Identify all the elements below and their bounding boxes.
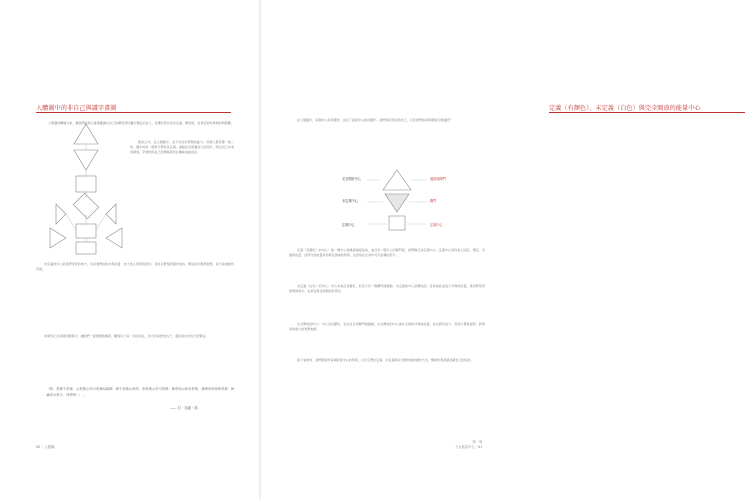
quote: 「我，是我不是我，全是我之所以是我的真諦；我不是我而是你，你是我之所以是我；我是你而你也是我，我即是你你即是我，無論是合是分，皆是同一。」 (46, 387, 234, 397)
diagram-label-gate: 閘門 (430, 199, 437, 203)
paragraph-defined: 定義（有顏色）的中心：當一個中心被通道連接起來，並且有一個以上的閘門時，我們稱它為定義中心。定義中心是你身上固定、穩定、可靠的能量，這部分的能量是你與生俱來的特質，也是你在生命中可以信賴的部分。 (289, 248, 485, 258)
folio-left: 80 ｜人類圖 (36, 445, 55, 449)
left-page (0, 0, 260, 500)
paragraph-open: 完全開放的中心：中心沒有顏色，也沒有任何閘門被啟動。完全開放的中心會完全接收外界的能量，並且將其放大。若能以覺察面對，將會是你最大的智慧來源。 (289, 322, 485, 332)
intro-paragraph: 在人類圖中，每個中心如何運作，決定了能量中心如何運作。我們如何感受到自己，以及我們如何與環境互相連結？ (297, 118, 453, 122)
paragraph-4: 如果你正在這樣的過程中，讓我們一起慢慢地練習，觀察自己每一次的決定，是出於真實的自己，還是來自非自己的聲音。 (44, 334, 209, 338)
diagram-label-defined-center: 定義中心 (430, 223, 443, 227)
folio-right-text: 第一章 九大能量中心｜81 (455, 440, 483, 449)
section-heading: 人體圖中的非自己與識字畫圖 (36, 105, 117, 112)
paragraph-2: 除此之外，在人類圖中，並不存在好與壞的區分。每個人都是獨一無二的，圖中的每一個部分都有其意義。重點在於認識自己的設計，明白自己本來的樣貌，學會依照自己的策略與內在權威來做決定。 (130, 140, 234, 155)
paragraph-undefined: 未定義（白色）的中心：中心本身沒有顏色，但至少有一個閘門被啟動。未定義的中心是開放的，容易接收並放大外界的能量，是我們學習智慧的地方，也是容易受到制約的部位。 (289, 284, 485, 294)
quote-author: —— 拉・烏盧・胡 (170, 406, 198, 410)
folio-right (455, 440, 482, 449)
section-heading: 定義（有顏色）、未定義（白色）與完全開放的能量中心 (549, 105, 701, 112)
bodygraph-chart (46, 120, 126, 256)
diagram-label-undefined: 未定義中心 (342, 199, 358, 203)
paragraph-3: 未定義的中心是我們學習的地方，也是我們接收外界能量、放大他人特質的部位。若能以覺察的眼光看待，便能從中獲得智慧，而不是被制約所困。 (36, 262, 234, 272)
diagram-label-defined: 定義中心 (342, 223, 355, 227)
diagram-label-open: 完全開放中心 (342, 177, 362, 181)
heading-rule (36, 112, 231, 113)
paragraph-next: 接下來幾頁，我們將探討每個能量中心的特質，以及它們在定義、未定義與完全開放時的運作方式，幫助你更清楚認識自己的設計。 (297, 358, 474, 362)
right-page (260, 0, 701, 500)
paragraph-1: 人類圖的精確分析，讓我們能夠正確地鑑識出自己的哪些部位屬於穩定的自己，而哪些部位是未定義、開放的，容易受到外界制約與影響。 (48, 121, 234, 125)
heading-rule (549, 112, 745, 113)
diagram-label-channel: 通道與閘門 (430, 177, 446, 181)
